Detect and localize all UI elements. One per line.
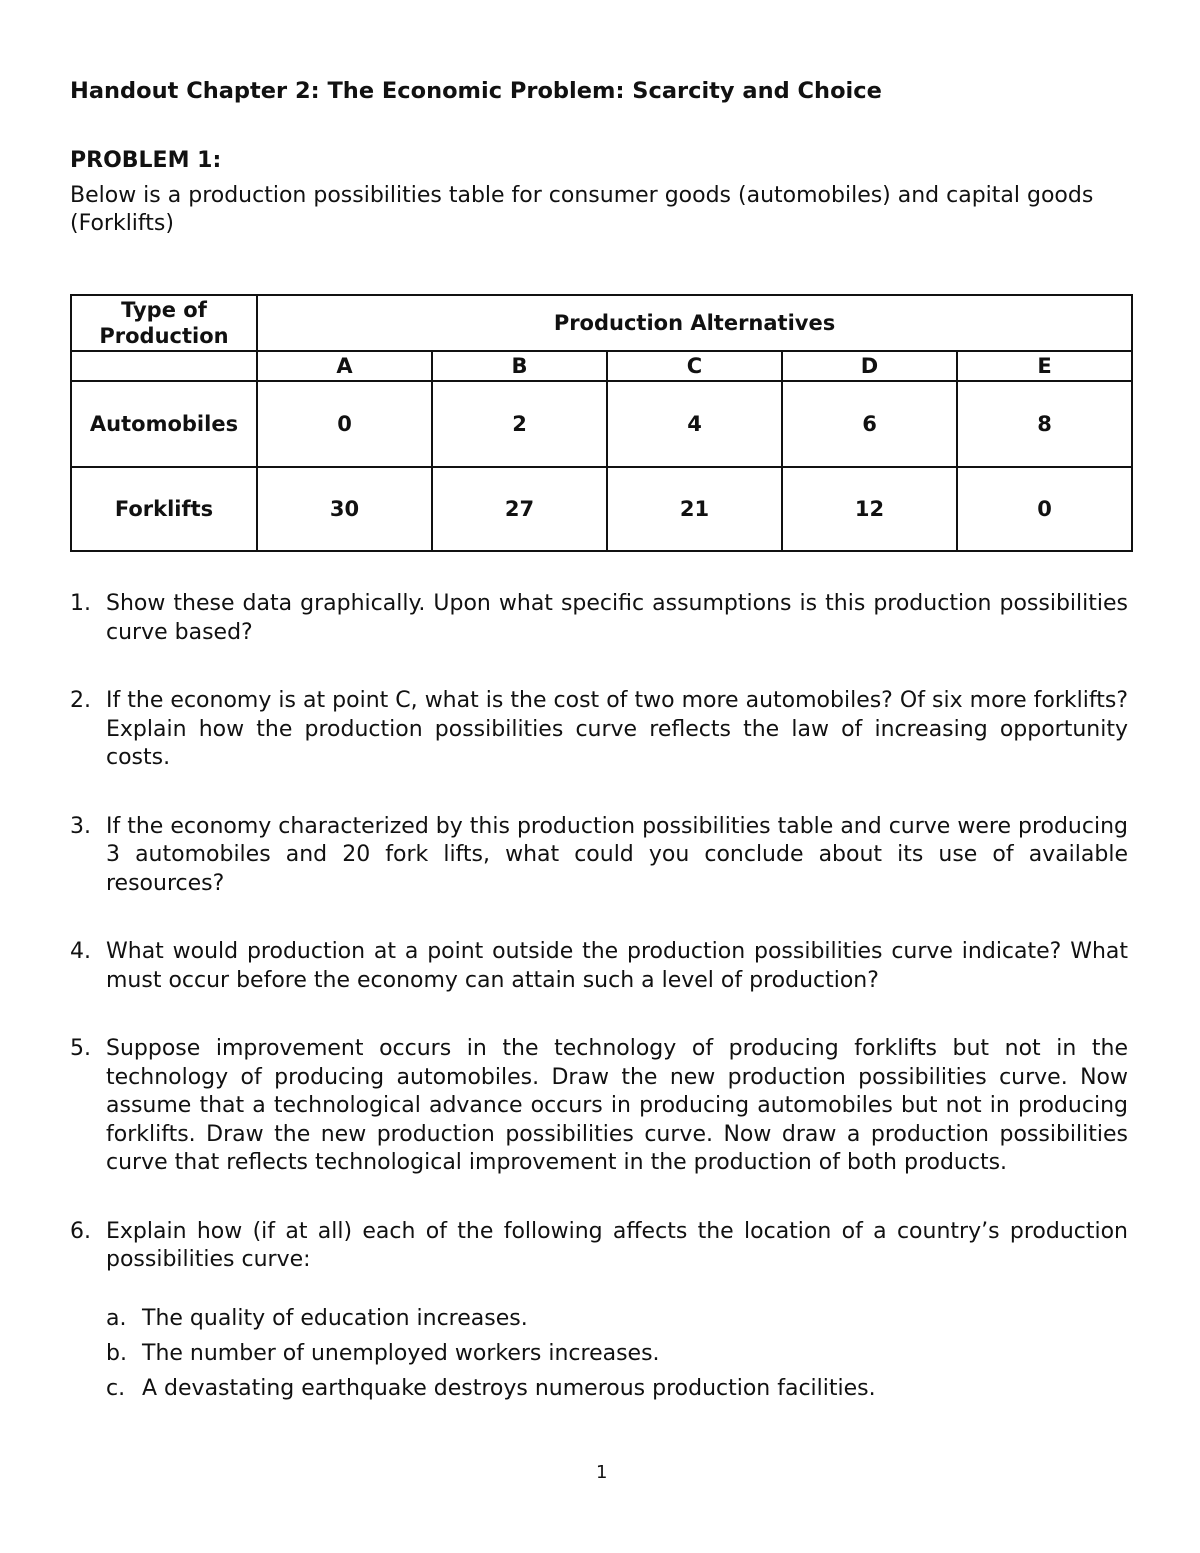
table-row	[71, 467, 1132, 551]
table-cell: 0	[257, 381, 432, 467]
sub-question-item	[106, 1301, 1128, 1336]
table-cell: 6	[782, 381, 957, 467]
sub-question-letter: c.	[106, 1375, 126, 1401]
question-text: If the economy is at point C, what is the cost of two more automobiles? Of six more forklifts? Explain how the production possibilities curve reflects the law of increasing opportunity costs.	[106, 688, 1128, 770]
row-label: Automobiles	[71, 381, 257, 467]
question-item	[70, 1035, 1128, 1178]
column-header: C	[607, 351, 782, 381]
column-header: D	[782, 351, 957, 381]
row-label: Forklifts	[71, 467, 257, 551]
question-item	[70, 1218, 1128, 1406]
column-header: B	[432, 351, 607, 381]
question-text: If the economy characterized by this production possibilities table and curve were producing 3 automobiles and 20 fork lifts, what could you conclude about its use of available resources?	[106, 813, 1128, 896]
type-of-production-header: Type of Production	[71, 295, 257, 351]
sub-question-item	[106, 1336, 1128, 1371]
table-cell: 21	[607, 467, 782, 551]
question-number: 3.	[70, 813, 91, 839]
empty-header-cell	[71, 351, 257, 381]
sub-question-letter: a.	[106, 1305, 127, 1331]
table-cell: 30	[257, 467, 432, 551]
question-text: Explain how (if at all) each of the following affects the location of a country’s production possibilities curve:	[106, 1218, 1128, 1272]
column-header: A	[257, 351, 432, 381]
column-header: E	[957, 351, 1132, 381]
question-item	[70, 813, 1128, 899]
question-text: Suppose improvement occurs in the technology of producing forklifts but not in the technology of producing automobiles. Draw the new production possibilities curve. Now assume that a technological advance occurs in producing automobiles but not in producing forklifts. Draw the new production possibilities curve. Now draw a production possibilities curve that reflects technological improvement in the production of both products.	[106, 1036, 1128, 1175]
question-text: Show these data graphically. Upon what specific assumptions is this production possibilities curve based?	[106, 591, 1128, 645]
question-number: 1.	[70, 591, 91, 616]
sub-question-text: The quality of education increases.	[142, 1305, 528, 1331]
question-number: 5.	[70, 1036, 91, 1061]
table-cell: 27	[432, 467, 607, 551]
table-cell: 8	[957, 381, 1132, 467]
question-text: What would production at a point outside the production possibilities curve indicate? What must occur before the economy can attain such a level of production?	[106, 939, 1128, 993]
table-row	[71, 381, 1132, 467]
sub-question-letter: b.	[106, 1340, 127, 1366]
question-list	[70, 590, 1128, 1446]
sub-question-list	[106, 1301, 1128, 1406]
table-cell: 0	[957, 467, 1132, 551]
sub-question-item	[106, 1371, 1128, 1406]
sub-question-text: The number of unemployed workers increases.	[142, 1340, 660, 1366]
table-cell: 12	[782, 467, 957, 551]
production-possibilities-table	[70, 294, 1133, 552]
page-title: Handout Chapter 2: The Economic Problem: Scarcity and Choice	[70, 78, 882, 104]
question-number: 4.	[70, 939, 91, 964]
production-alternatives-header: Production Alternatives	[257, 295, 1132, 351]
table-cell: 4	[607, 381, 782, 467]
question-number: 6.	[70, 1218, 91, 1244]
problem-label: PROBLEM 1:	[70, 148, 222, 173]
problem-intro: Below is a production possibilities table for consumer goods (automobiles) and capital goods (Forklifts)	[70, 183, 1094, 236]
question-item	[70, 687, 1128, 773]
question-item	[70, 590, 1128, 647]
table-cell: 2	[432, 381, 607, 467]
page-number: 1	[596, 1462, 608, 1483]
sub-question-text: A devastating earthquake destroys numerous production facilities.	[142, 1375, 876, 1401]
question-item	[70, 938, 1128, 995]
question-number: 2.	[70, 688, 91, 713]
